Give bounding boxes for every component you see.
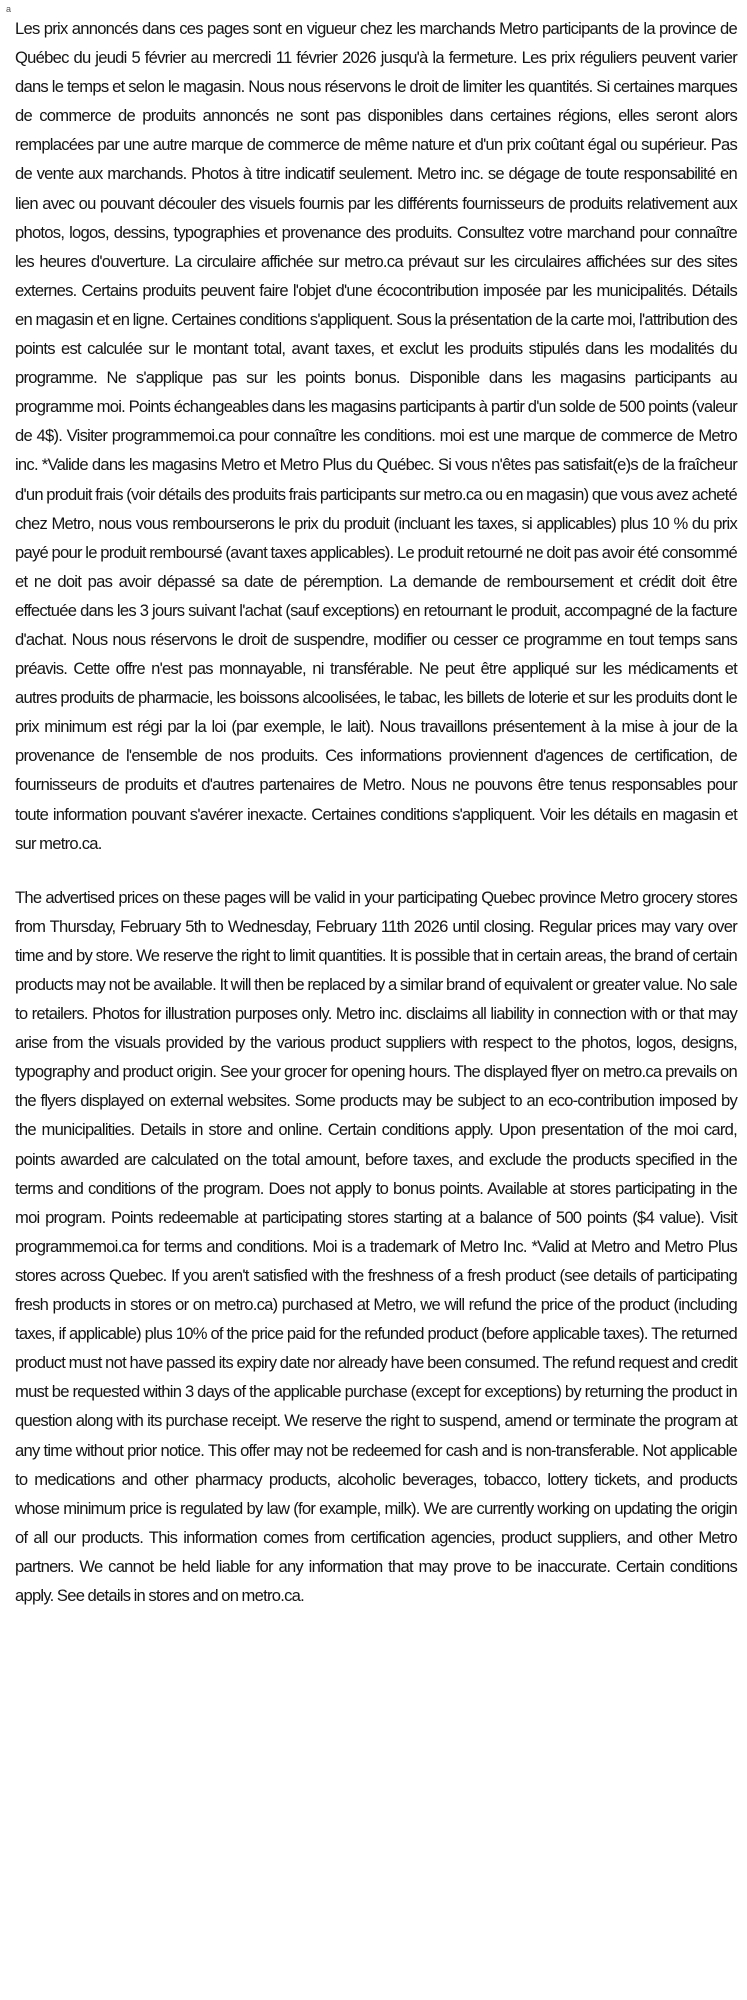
legal-notice-english: The advertised prices on these pages will be valid in your participating Quebec province Metro grocery stores from Thursday, February 5th to Wednesday, February 11th 2026 until closing. Regular prices may vary over time and by store. We reserve the right to limit quantities. It is possible that in certain areas, the brand of certain products may not be available. It will then be replaced by a similar brand of equivalent or greater value. No sale to retailers. Photos for illustration purposes only. Metro inc. disclaims all liability in connection with or that may arise from the visuals provided by the various product suppliers with respect to the photos, logos, designs, typography and product origin. See your grocer for opening hours. The displayed flyer on metro.ca prevails on the flyers displayed on external websites. Some products may be subject to an eco-contribution imposed by the municipalities. Details in store and online. Certain conditions apply. Upon presentation of the moi card, points awarded are calculated on the total amount, before taxes, and exclude the products specified in the terms and conditions of the program. Does not apply to bonus points. Available at stores participating in the moi program. Points redeemable at participating stores starting at a balance of 500 points ($4 value). Visit programmemoi.ca for terms and conditions. Moi is a trademark of Metro Inc. *Valid at Metro and Metro Plus stores across Quebec. If you aren't satisfied with the freshness of a fresh product (see details of participating fresh products in stores or on metro.ca) purchased at Metro, we will refund the price of the product (including taxes, if applicable) plus 10% of the price paid for the refunded product (before applicable taxes). The returned product must not have passed its expiry date nor already have been consumed. The refund request and credit must be requested within 3 days of the applicable purchase (except for exceptions) by returning the product in question along with its purchase receipt. We reserve the right to suspend, amend or terminate the program at any time without prior notice. This offer may not be redeemed for cash and is non-transferable. Not applicable to medications and other pharmacy products, alcoholic beverages, tobacco, lottery tickets, and products whose minimum price is regulated by law (for example, milk). We are currently working on updating the origin of all our products. This information comes from certification agencies, product suppliers, and other Metro partners. We cannot be held liable for any information that may prove to be inaccurate. Certain conditions apply. See details in stores and on metro.ca. bbox=[15, 887, 737, 1605]
corner-mark: a bbox=[6, 4, 12, 14]
legal-notice-french: Les prix annoncés dans ces pages sont en vigueur chez les marchands Metro participants de la province de Québec du jeudi 5 février au mercredi 11 février 2026 jusqu'à la fermeture. Les prix réguliers peuvent varier dans le temps et selon le magasin. Nous nous réservons le droit de limiter les quantités. Si certaines marques de commerce de produits annoncés ne sont pas disponibles dans certaines régions, elles seront alors remplacées par une autre marque de commerce de même nature et d'un prix coûtant égal ou supérieur. Pas de vente aux marchands. Photos à titre indicatif seulement. Metro inc. se dégage de toute responsabilité en lien avec ou pouvant découler des visuels fournis par les différents fournisseurs de produits relativement aux photos, logos, dessins, typographies et provenance des produits. Consultez votre marchand pour connaître les heures d'ouverture. La circulaire affichée sur metro.ca prévaut sur les circulaires affichées sur des sites externes. Certains produits peuvent faire l'objet d'une écocontribution imposée par les municipalités. Détails en magasin et en ligne. Certaines conditions s'appliquent. Sous la présentation de la carte moi, l'attribution des points est calculée sur le montant total, avant taxes, et exclut les produits stipulés dans les modalités du programme. Ne s'applique pas sur les points bonus. Disponible dans les magasins participants au programme moi. Points échangeables dans les magasins participants à partir d'un solde de 500 points (valeur de 4$). Visiter programmemoi.ca pour connaître les conditions. moi est une marque de commerce de Metro inc. *Valide dans les magasins Metro et Metro Plus du Québec. Si vous n'êtes pas satisfait(e)s de la fraîcheur d'un produit frais (voir détails des produits frais participants sur metro.ca ou en magasin) que vous avez acheté chez Metro, nous vous rembourserons le prix du produit (incluant les taxes, si applicables) plus 10 % du prix payé pour le produit remboursé (avant taxes applicables). Le produit retourné ne doit pas avoir été consommé et ne doit pas avoir dépassé sa date de péremption. La demande de remboursement et crédit doit être effectuée dans les 3 jours suivant l'achat (sauf exceptions) en retournant le produit, accompagné de la facture d'achat. Nous nous réservons le droit de suspendre, modifier ou cesser ce programme en tout temps sans préavis. Cette offre n'est pas monnayable, ni transférable. Ne peut être appliqué sur les médicaments et autres produits de pharmacie, les boissons alcoolisées, le tabac, les billets de loterie et sur les produits dont le prix minimum est régi par la loi (par exemple, le lait). Nous travaillons présentement à la mise à jour de la provenance de l'ensemble de nos produits. Ces informations proviennent d'agences de certification, de fournisseurs de produits et d'autres partenaires de Metro. Nous ne pouvons être tenus responsables pour toute information pouvant s'avérer inexacte. Certaines conditions s'appliquent. Voir les détails en magasin et sur metro.ca. bbox=[15, 19, 737, 853]
